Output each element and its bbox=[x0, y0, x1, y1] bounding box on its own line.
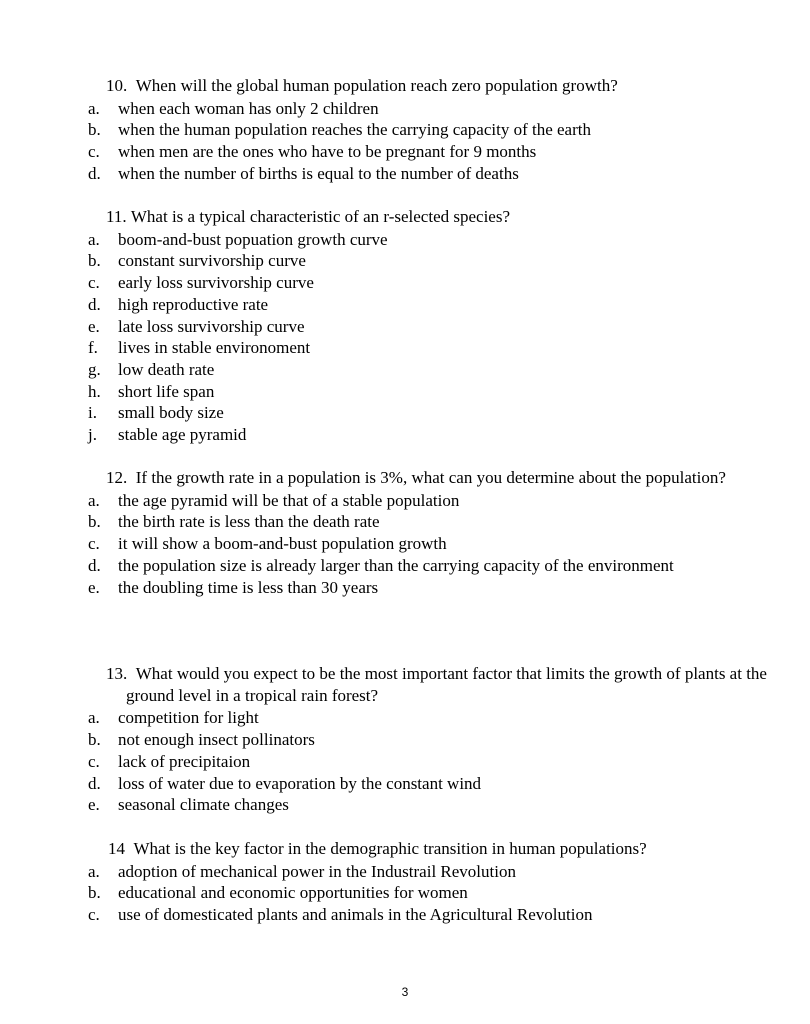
question-number: 10. bbox=[106, 76, 128, 95]
answer-option: c. early loss survivorship curve bbox=[88, 273, 314, 293]
answer-option: b. not enough insect pollinators bbox=[88, 730, 315, 750]
answer-option: a. the age pyramid will be that of a stable population bbox=[88, 490, 460, 510]
question-13 bbox=[88, 663, 778, 816]
answer-option: b. when the human population reaches the carrying capacity of the earth bbox=[88, 120, 591, 140]
question-number: 11. bbox=[106, 207, 127, 226]
question-stem bbox=[88, 206, 778, 228]
answer-option: d. high reproductive rate bbox=[88, 294, 269, 314]
answer-option: d. when the number of births is equal to the number of deaths bbox=[88, 163, 519, 183]
question-stem bbox=[88, 75, 778, 97]
answer-option: b. the birth rate is less than the death rate bbox=[88, 512, 380, 532]
answer-option: c. when men are the ones who have to be pregnant for 9 months bbox=[88, 142, 537, 162]
answer-option: d. loss of water due to evaporation by the constant wind bbox=[88, 773, 482, 793]
page-number: 3 bbox=[401, 985, 409, 999]
question-14 bbox=[88, 838, 778, 926]
question-stem bbox=[88, 467, 778, 489]
answer-option: h. short life span bbox=[88, 381, 215, 401]
answer-option: c. lack of precipitaion bbox=[88, 751, 251, 771]
answer-option: i. small body size bbox=[88, 403, 224, 423]
question-text: When will the global human population reach zero population growth? bbox=[135, 76, 618, 95]
question-stem bbox=[88, 663, 778, 706]
question-11 bbox=[88, 206, 778, 446]
answer-option: a. competition for light bbox=[88, 708, 259, 728]
question-text: If the growth rate in a population is 3%, what can you determine about the population? bbox=[135, 468, 726, 487]
answer-option: a. boom-and-bust popuation growth curve bbox=[88, 229, 388, 249]
answer-option: j. stable age pyramid bbox=[88, 425, 247, 445]
answer-option: c. use of domesticated plants and animals in the Agricultural Revolution bbox=[88, 905, 593, 925]
question-number: 13. bbox=[106, 664, 128, 683]
answer-option: e. the doubling time is less than 30 years bbox=[88, 577, 379, 597]
question-stem bbox=[88, 838, 778, 860]
question-number: 12. bbox=[106, 468, 128, 487]
answer-option: g. low death rate bbox=[88, 359, 215, 379]
question-text: What is a typical characteristic of an r-selected species? bbox=[130, 207, 511, 226]
answer-option: a. adoption of mechanical power in the Industrail Revolution bbox=[88, 861, 516, 881]
question-text: What would you expect to be the most important factor that limits the growth of plants at the ground level in a tropical rain forest? bbox=[126, 664, 767, 705]
answer-option: d. the population size is already larger than the carrying capacity of the environment bbox=[88, 555, 674, 575]
answer-option: b. constant survivorship curve bbox=[88, 251, 306, 271]
question-number: 14 bbox=[108, 839, 125, 858]
answer-option: e. late loss survivorship curve bbox=[88, 316, 305, 336]
answer-option: b. educational and economic opportunities for women bbox=[88, 883, 468, 903]
answer-option: f. lives in stable environoment bbox=[88, 338, 311, 358]
question-10 bbox=[88, 75, 778, 185]
question-12 bbox=[88, 467, 778, 598]
answer-option: c. it will show a boom-and-bust population growth bbox=[88, 534, 447, 554]
question-text: What is the key factor in the demographic transition in human populations? bbox=[133, 839, 647, 858]
answer-option: a. when each woman has only 2 children bbox=[88, 98, 379, 118]
answer-option: e. seasonal climate changes bbox=[88, 795, 289, 815]
